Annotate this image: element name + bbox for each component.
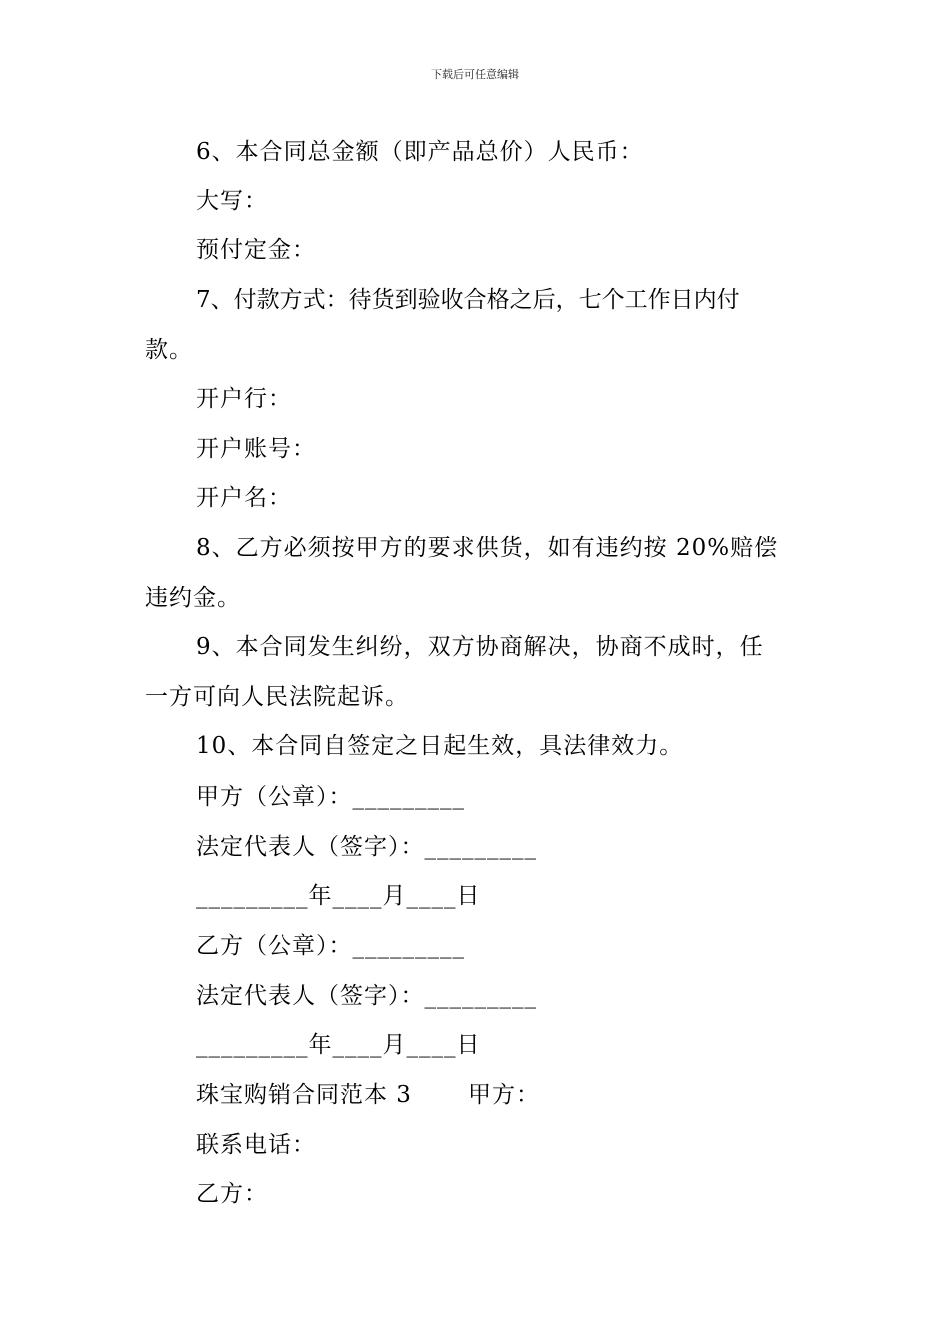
- party-a-seal: 甲方（公章）：_________: [196, 784, 465, 810]
- party-b-date: _________年____月____日: [196, 1032, 481, 1058]
- contact-phone: 联系电话：: [196, 1132, 316, 1158]
- template-title: 珠宝购销合同范本 3: [196, 1082, 412, 1108]
- party-b-representative: 法定代表人（签字）：_________: [196, 983, 537, 1009]
- amount-in-words: 大写：: [196, 188, 268, 214]
- party-b-seal: 乙方（公章）：_________: [196, 933, 465, 959]
- page-header: 下载后可任意编辑: [431, 68, 519, 81]
- bank-name: 开户行：: [196, 386, 292, 412]
- account-name: 开户名：: [196, 485, 292, 511]
- clause-8-supply: 8、乙方必须按甲方的要求供货，如有违约按 20%赔偿: [196, 535, 779, 561]
- clause-7-text: 7、付款方式：待货到验收合格之后，七个工作日内付: [196, 287, 740, 313]
- deposit: 预付定金：: [196, 237, 316, 263]
- party-a-label: 甲方：: [467, 1082, 540, 1108]
- bank-account: 开户账号：: [196, 436, 316, 462]
- party-a-representative: 法定代表人（签字）：_________: [196, 834, 537, 860]
- party-a-date: _________年____月____日: [196, 883, 481, 909]
- clause-8-continued: 违约金。: [145, 585, 241, 611]
- template-title-line: [196, 1079, 540, 1111]
- party-b-label: 乙方：: [196, 1181, 268, 1207]
- clause-9-dispute: 9、本合同发生纠纷，双方协商解决，协商不成时，任: [196, 634, 764, 660]
- clause-6-total-amount: 6、本合同总金额（即产品总价）人民币：: [196, 139, 644, 165]
- clause-10-effective: 10、本合同自签定之日起生效，具法律效力。: [196, 733, 684, 759]
- clause-9-continued: 一方可向人民法院起诉。: [145, 684, 409, 710]
- clause-7-payment-method: [196, 284, 806, 316]
- clause-7-continued: 款。: [145, 337, 193, 363]
